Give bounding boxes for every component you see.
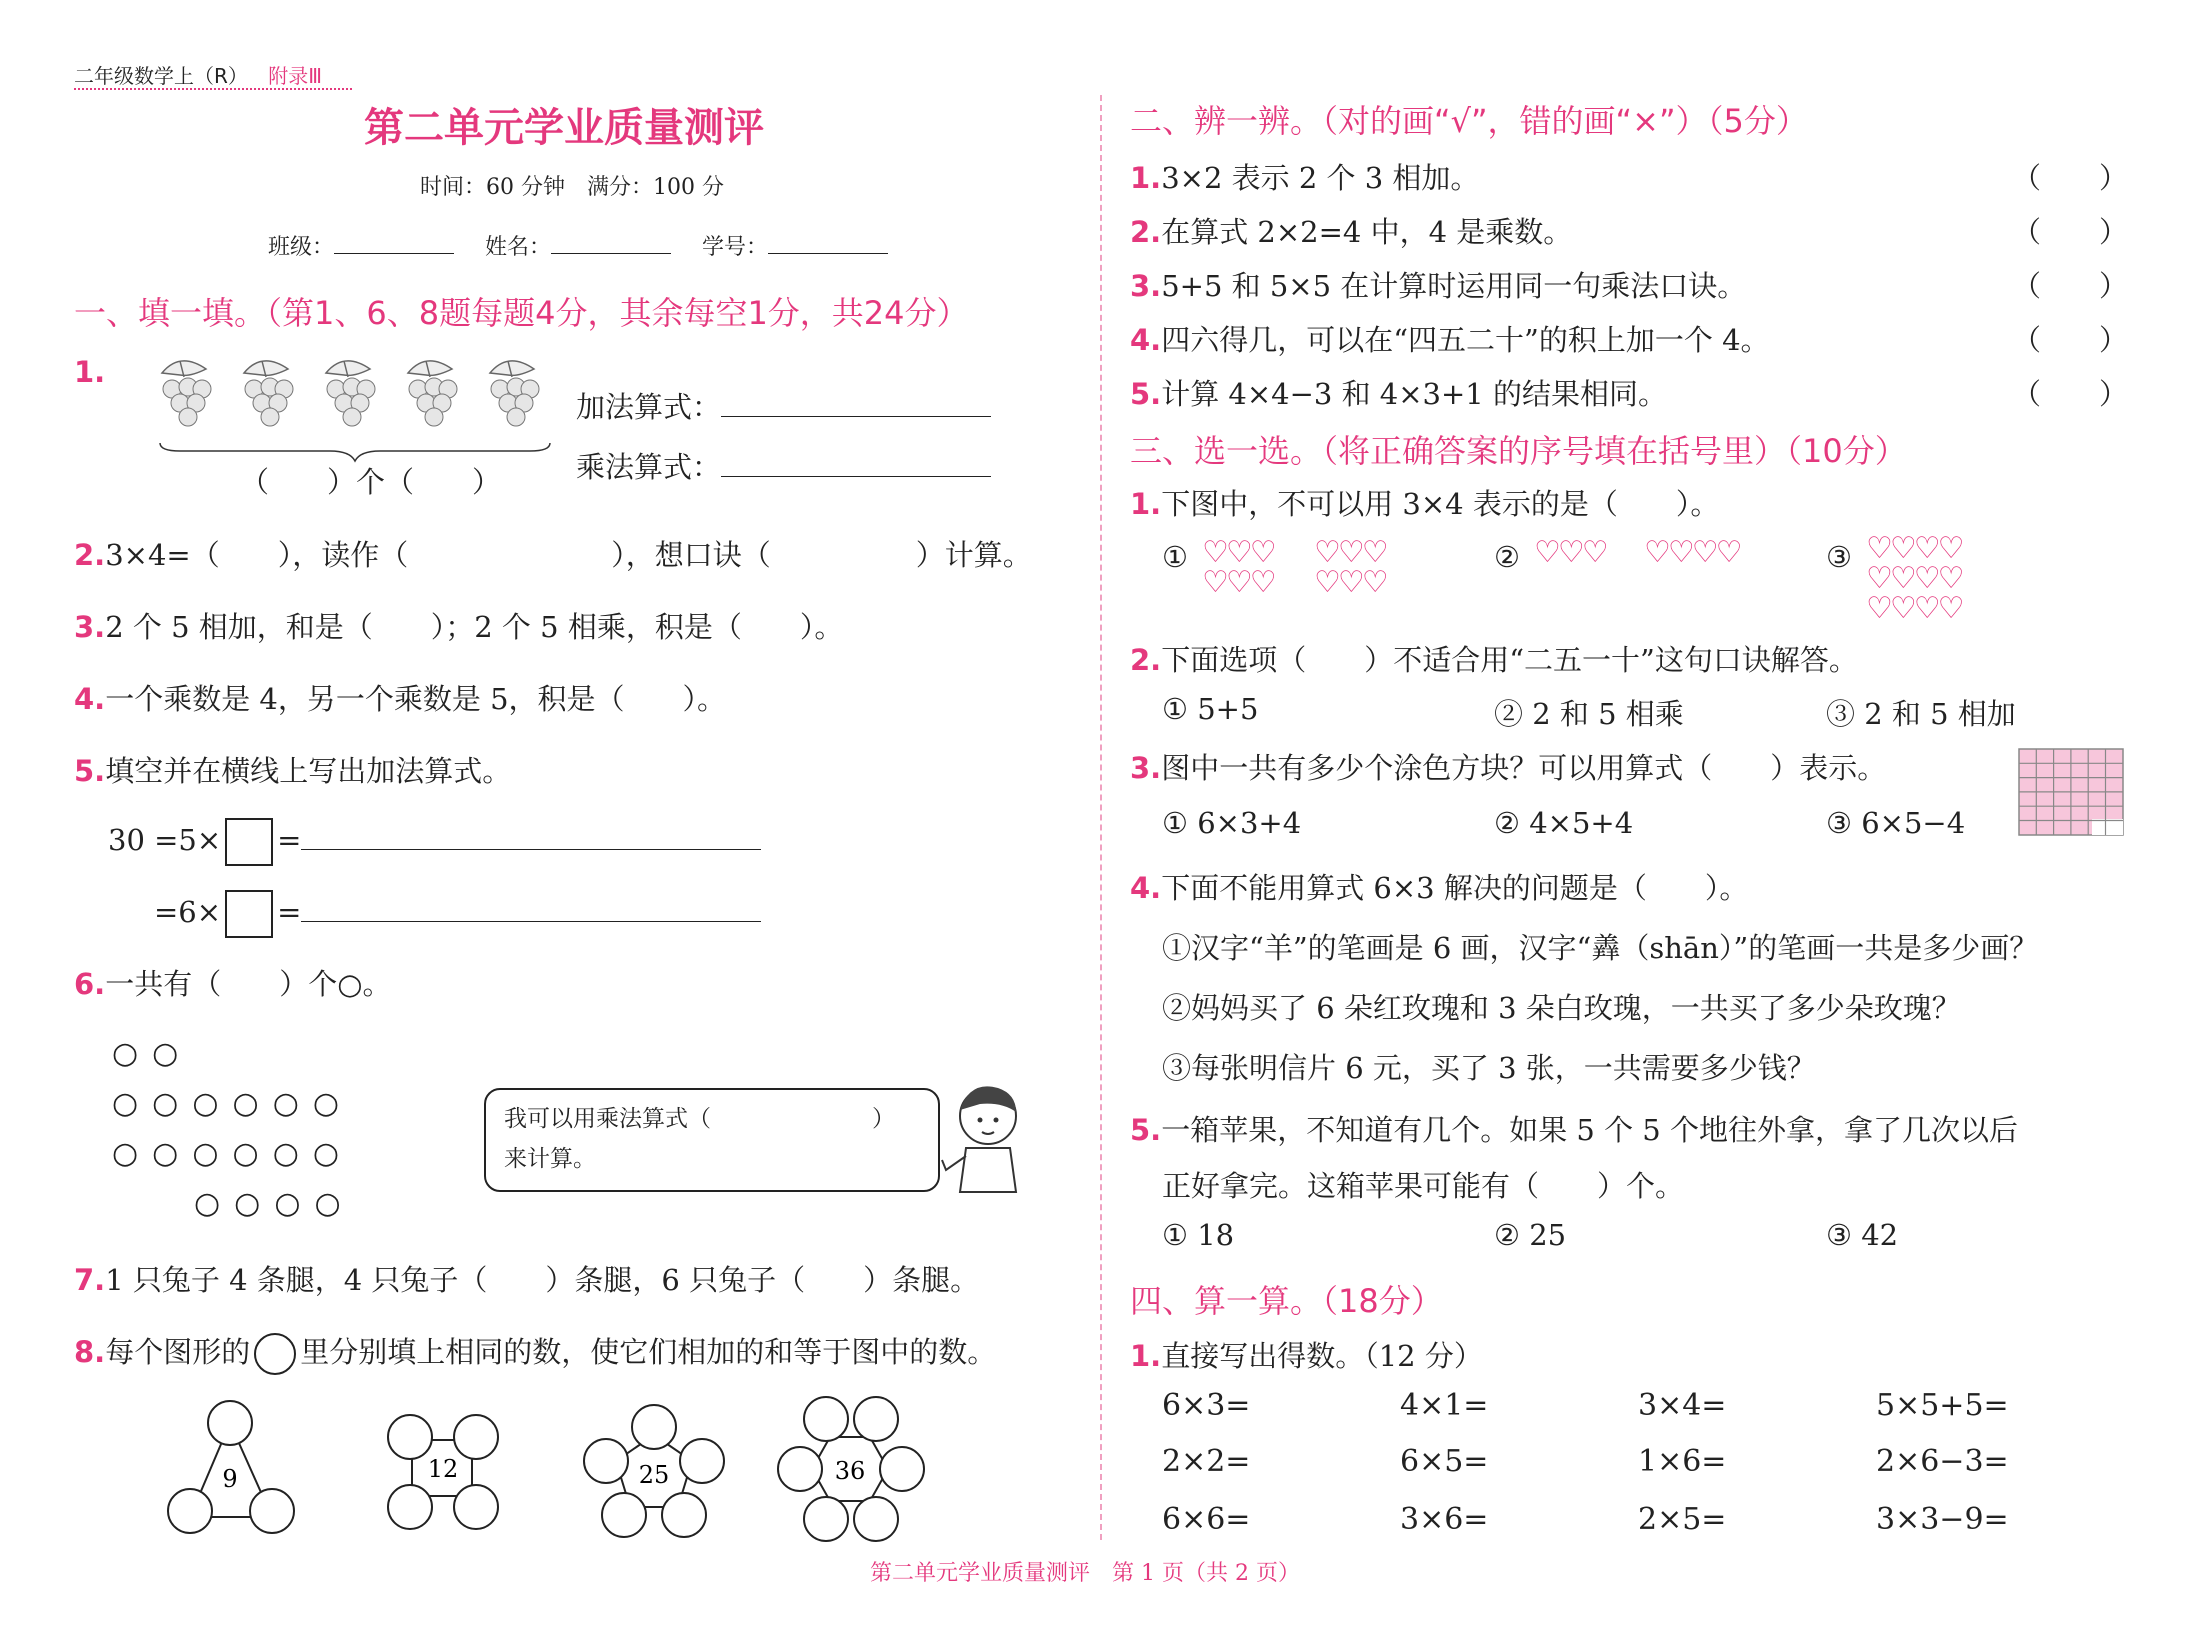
answer-paren-3[interactable]: （ ） [2012, 269, 2129, 303]
s3-q4-opt1[interactable]: ①汉字“羊”的笔画是 6 画，汉字“羴（shān）”的笔画一共是多少画？ [1162, 931, 2039, 965]
multiplication-formula: 乘法算式： [576, 445, 991, 486]
name-label: 姓名： [485, 235, 552, 260]
s3-q4-opt3[interactable]: ③每张明信片 6 元，买了 3 张，一共需要多少钱？ [1162, 1051, 1816, 1085]
s3-q3-opt1[interactable]: ① 6×3+4 [1162, 806, 1302, 840]
calc-1-4[interactable]: 5×5+5= [1876, 1388, 2009, 1423]
s1-q1-below: （ ）个（ ） [240, 465, 502, 499]
s1-q6: 6.一共有（ ）个○。 [74, 967, 392, 1001]
answer-paren-2[interactable]: （ ） [2012, 215, 2129, 249]
svg-text:9: 9 [222, 1465, 238, 1493]
heart-group-2a: ♡♡♡ [1534, 535, 1606, 570]
calc-1-1[interactable]: 6×3= [1162, 1388, 1251, 1423]
appendix-label: 附录Ⅲ [268, 64, 323, 88]
svg-text:25: 25 [638, 1461, 670, 1489]
page-title: 第二单元学业质量测评 [364, 105, 764, 151]
section2-heading: 二、辨一辨。（对的画“√”，错的画“×”）（5分） [1130, 102, 1808, 140]
calc-3-3[interactable]: 2×5= [1638, 1502, 1727, 1537]
addition-formula: 加法算式： [576, 385, 991, 426]
s2-item-3: 3.5+5 和 5×5 在计算时运用同一句乘法口诀。 [1130, 269, 1747, 303]
class-field[interactable] [334, 253, 454, 254]
header-dotted-line [74, 88, 352, 90]
s2-item-4: 4.四六得几，可以在“四五二十”的积上加一个 4。 [1130, 323, 1770, 357]
s1-q5-line2: =6× = [154, 890, 761, 938]
s1-q8: 8.每个图形的 里分别填上相同的数，使它们相加的和等于图中的数。 [74, 1330, 996, 1375]
s3-q5-opt3[interactable]: ③ 42 [1826, 1218, 1899, 1252]
s3-q2-opt1[interactable]: ① 5+5 [1162, 692, 1259, 726]
bubble-line-2: 来计算。 [504, 1146, 596, 1172]
s1-q5-line1: 30 =5× = [108, 818, 761, 866]
heart-group-3: ♡♡♡♡ ♡♡♡♡ ♡♡♡♡ [1866, 531, 1962, 626]
class-label: 班级： [268, 235, 335, 260]
s3-q1: 1.下图中，不可以用 3×4 表示的是（ ）。 [1130, 487, 1720, 521]
calc-1-2[interactable]: 4×1= [1400, 1388, 1489, 1423]
addition-blank[interactable] [721, 416, 991, 417]
svg-text:36: 36 [834, 1457, 866, 1485]
s1-q2: 2.3×4=（ ），读作（ ），想口诀（ ）计算。 [74, 538, 1032, 572]
s3-q3-opt2[interactable]: ② 4×5+4 [1494, 806, 1634, 840]
hexagon-figure [778, 1397, 924, 1541]
circle-row-2: ○○○○○○ [112, 1086, 354, 1121]
page-footer: 第二单元学业质量测评 第 1 页（共 2 页） [870, 1561, 1300, 1586]
s1-q7: 7.1 只兔子 4 条腿，4 只兔子（ ）条腿，6 只兔子（ ）条腿。 [74, 1263, 980, 1297]
bubble-line-1: 我可以用乘法算式（ ） [504, 1106, 895, 1132]
heart-group-1a: ♡♡♡ ♡♡♡ [1202, 535, 1274, 600]
student-info [268, 230, 888, 261]
circle-row-4: ○○○○ [194, 1186, 355, 1221]
circle-icon [254, 1333, 296, 1375]
answer-paren-4[interactable]: （ ） [2012, 323, 2129, 357]
s3-q5: 5.一箱苹果，不知道有几个。如果 5 个 5 个地往外拿，拿了几次以后 [1130, 1113, 2018, 1147]
s3-q5-line2: 正好拿完。这箱苹果可能有（ ）个。 [1162, 1169, 1685, 1203]
multiplication-blank[interactable] [721, 476, 991, 477]
name-field[interactable] [551, 253, 671, 254]
calc-1-3[interactable]: 3×4= [1638, 1388, 1727, 1423]
section1-heading: 一、填一填。（第1、6、8题每题4分，其余每空1分，共24分） [74, 294, 969, 332]
heart-group-2b: ♡♡♡♡ [1644, 535, 1740, 570]
s3-q4-opt2[interactable]: ②妈妈买了 6 朵红玫瑰和 3 朵白玫瑰，一共买了多少朵玫瑰？ [1162, 991, 1961, 1025]
section4-heading: 四、算一算。（18分） [1130, 1282, 1443, 1320]
s3-q2-opt3[interactable]: ③ 2 和 5 相加 [1826, 697, 2016, 731]
circle-row-1: ○○ [112, 1036, 193, 1071]
calc-3-4[interactable]: 3×3−9= [1876, 1502, 2009, 1537]
answer-box-2[interactable] [225, 890, 273, 938]
column-divider [1100, 95, 1102, 1540]
section3-heading: 三、选一选。（将正确答案的序号填在括号里）（10分） [1130, 432, 1907, 470]
shaded-grid [2018, 748, 2128, 840]
s3-q5-opt2[interactable]: ② 25 [1494, 1218, 1567, 1252]
grape-bunch-icon [162, 361, 211, 426]
exam-meta: 时间：60 分钟 满分：100 分 [420, 175, 724, 200]
s2-item-1: 1.3×2 表示 2 个 3 相加。 [1130, 161, 1480, 195]
pentagon-figure [584, 1405, 724, 1537]
answer-box-1[interactable] [225, 818, 273, 866]
s3-q5-opt1[interactable]: ① 18 [1162, 1218, 1235, 1252]
s3-q2: 2.下面选项（ ）不适合用“二五一十”这句口诀解答。 [1130, 643, 1858, 677]
calc-3-2[interactable]: 3×6= [1400, 1502, 1489, 1537]
s3-q1-opt2[interactable]: ② [1494, 540, 1520, 574]
s1-q1-number: 1. [74, 355, 106, 389]
s2-item-5: 5.计算 4×4−3 和 4×3+1 的结果相同。 [1130, 377, 1667, 411]
s3-q3-opt3[interactable]: ③ 6×5−4 [1826, 806, 1966, 840]
s3-q2-opt2[interactable]: ② 2 和 5 相乘 [1494, 697, 1684, 731]
answer-paren-5[interactable]: （ ） [2012, 377, 2129, 411]
calc-3-1[interactable]: 6×6= [1162, 1502, 1251, 1537]
s3-q3: 3.图中一共有多少个涂色方块？可以用算式（ ）表示。 [1130, 751, 1887, 785]
number-field[interactable] [768, 253, 888, 254]
addition-line-1[interactable] [301, 849, 761, 850]
answer-paren-1[interactable]: （ ） [2012, 161, 2129, 195]
s1-q4: 4.一个乘数是 4，另一个乘数是 5，积是（ ）。 [74, 682, 727, 716]
s3-q4: 4.下面不能用算式 6×3 解决的问题是（ ）。 [1130, 871, 1749, 905]
heart-group-1b: ♡♡♡ ♡♡♡ [1314, 535, 1386, 600]
s1-q5: 5.填空并在横线上写出加法算式。 [74, 754, 512, 788]
addition-line-2[interactable] [301, 921, 761, 922]
calc-2-4[interactable]: 2×6−3= [1876, 1444, 2009, 1479]
s3-q1-opt1[interactable]: ① [1162, 540, 1188, 574]
number-label: 学号： [702, 235, 769, 260]
circle-row-3: ○○○○○○ [112, 1136, 354, 1171]
s1-q3: 3.2 个 5 相加，和是（ ）；2 个 5 相乘，积是（ ）。 [74, 610, 844, 644]
square-figure [388, 1415, 498, 1529]
calc-2-2[interactable]: 6×5= [1400, 1444, 1489, 1479]
s4-q1: 1.直接写出得数。（12 分） [1130, 1339, 1483, 1373]
sum-figures [160, 1395, 1000, 1545]
book-label [74, 60, 322, 89]
calc-2-1[interactable]: 2×2= [1162, 1444, 1251, 1479]
calc-2-3[interactable]: 1×6= [1638, 1444, 1727, 1479]
triangle-figure [168, 1401, 294, 1533]
book-name: 二年级数学上（R） [74, 64, 248, 88]
s2-item-2: 2.在算式 2×2=4 中，4 是乘数。 [1130, 215, 1573, 249]
s3-q1-opt3[interactable]: ③ [1826, 540, 1852, 574]
boy-icon [940, 1076, 1030, 1196]
grape-bunches [150, 355, 560, 465]
svg-text:12: 12 [427, 1455, 459, 1483]
